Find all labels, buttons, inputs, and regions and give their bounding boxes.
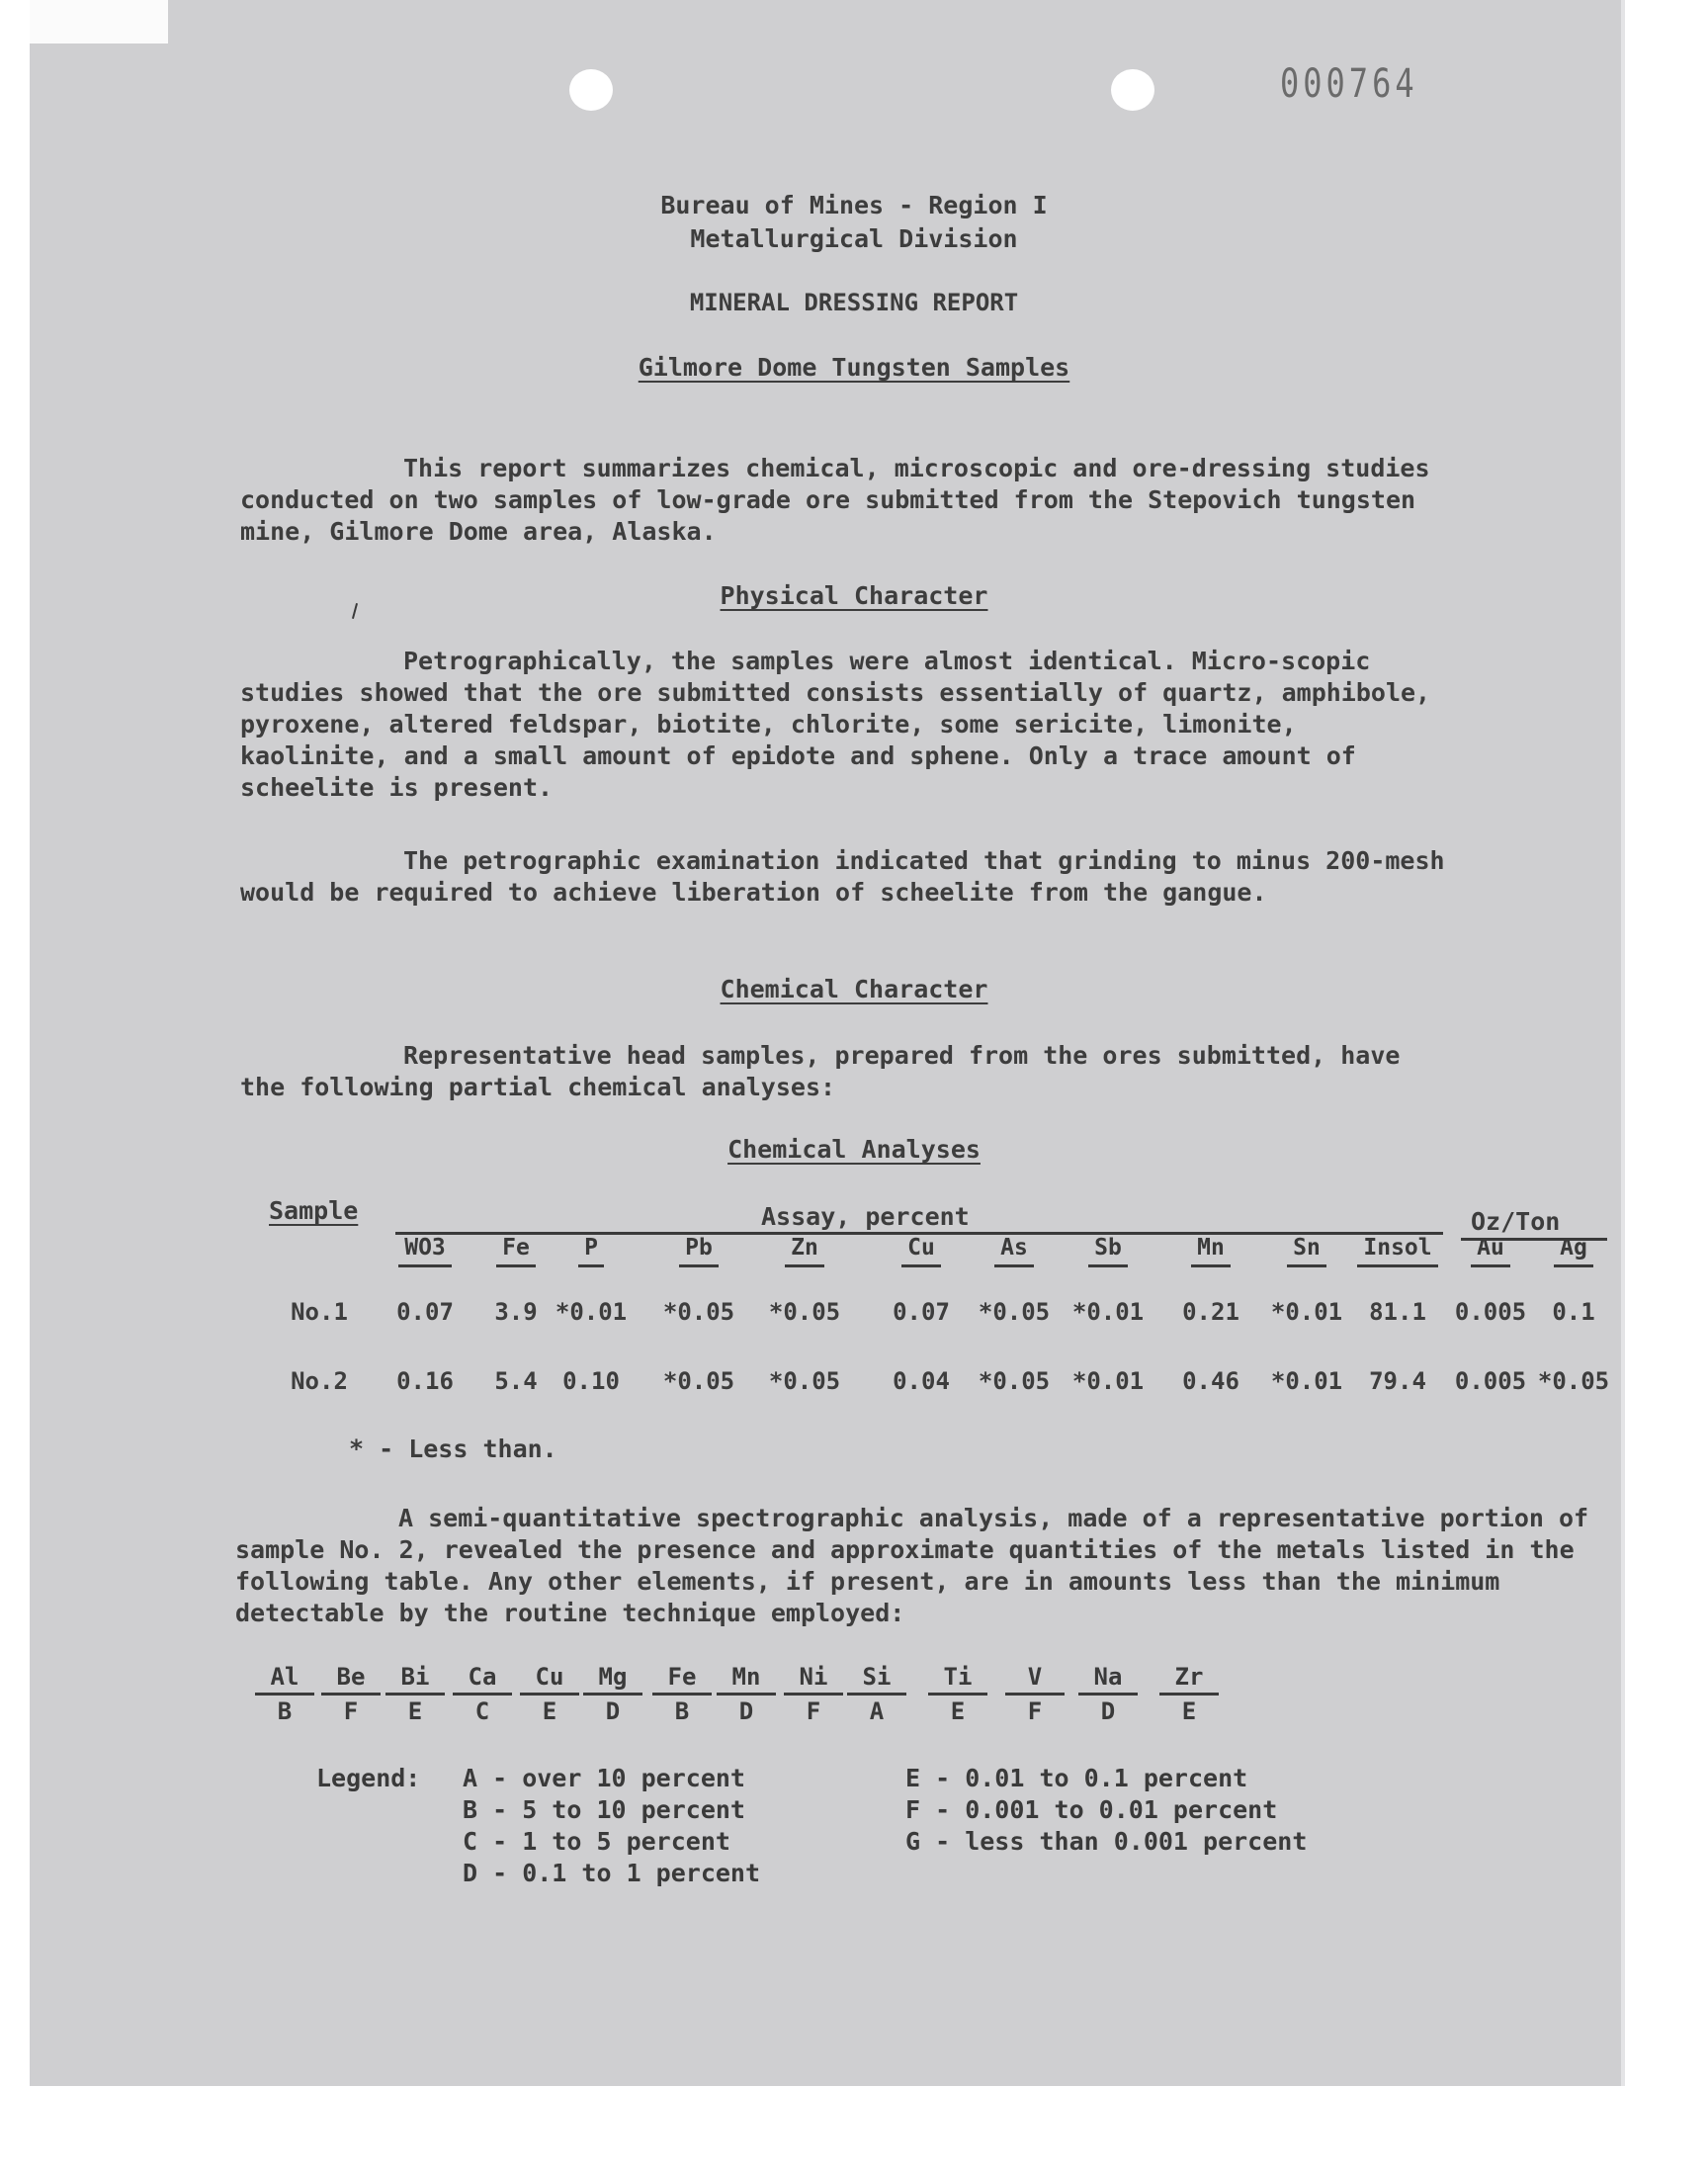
column-header-label: Insol <box>1357 1235 1437 1267</box>
torn-corner <box>30 0 168 44</box>
element-symbol: Ca <box>453 1663 512 1696</box>
table-cell: 0.04 <box>893 1367 950 1395</box>
spectro-element <box>321 1663 381 1725</box>
physical-paragraph-2 <box>240 845 1446 909</box>
sample-column-header: Sample <box>269 1196 359 1225</box>
legend-entry: B - 5 to 10 percent <box>463 1795 745 1824</box>
table-cell: *0.05 <box>768 1298 841 1326</box>
chemical-text: Representative head samples, prepared from the ores submitted, have the following partial chemical analyses: <box>240 1041 1401 1101</box>
element-grade: D <box>1100 1697 1116 1725</box>
physical-paragraph-1 <box>240 646 1446 804</box>
legend-entry: F - 0.001 to 0.01 percent <box>905 1795 1278 1824</box>
table-cell: *0.05 <box>978 1298 1051 1326</box>
element-grade: B <box>674 1697 690 1725</box>
element-symbol: Ti <box>928 1663 987 1696</box>
spectro-element <box>583 1663 642 1725</box>
assay-header: Assay, percent <box>761 1202 970 1231</box>
element-symbol: Ni <box>784 1663 843 1696</box>
spectro-element <box>717 1663 776 1725</box>
column-header-label: Sb <box>1088 1235 1128 1267</box>
element-symbol: Mn <box>717 1663 776 1696</box>
chemical-paragraph <box>240 1040 1446 1103</box>
spectro-element <box>847 1663 906 1725</box>
header-line1: Bureau of Mines - Region I <box>660 191 1048 219</box>
legend-label: Legend: <box>316 1764 421 1792</box>
spectro-element <box>1159 1663 1219 1725</box>
legend-entry: G - less than 0.001 percent <box>905 1827 1308 1856</box>
legend-left-column <box>463 1763 760 1889</box>
spectro-element <box>255 1663 314 1725</box>
table-cell: *0.01 <box>1270 1367 1343 1395</box>
spectro-element <box>520 1663 579 1725</box>
intro-paragraph <box>240 453 1446 548</box>
legend-entry: E - 0.01 to 0.1 percent <box>905 1764 1248 1792</box>
row-sample-label: No.2 <box>291 1367 348 1395</box>
column-header-label: As <box>994 1235 1034 1267</box>
element-grade: D <box>738 1697 754 1725</box>
oz-ton-header: Oz/Ton <box>1471 1207 1561 1236</box>
column-header-label: Sn <box>1287 1235 1326 1267</box>
element-grade: B <box>277 1697 293 1725</box>
intro-text: This report summarizes chemical, microscopic and ore-dressing studies conducted on two samples of low-grade ore submitted from the Stepovich tungsten mine, Gilmore Dome area, Alaska. <box>240 454 1430 546</box>
element-grade: F <box>1027 1697 1043 1725</box>
column-header-7 <box>1049 1235 1167 1267</box>
column-header-label: Ag <box>1554 1235 1593 1267</box>
element-grade: E <box>542 1697 557 1725</box>
physical-text-1: Petrographically, the samples were almost identical. Micro-scopic studies showed that the ore submitted consists essentially of quartz, amphibole, pyroxene, altered feldspar, biotite, chlorite, some sericite, limonite, kaolinite, and a small amount of epidote and sphene. Only a trace amount of scheelite is present. <box>240 647 1431 802</box>
element-grade: F <box>343 1697 359 1725</box>
column-header-2 <box>532 1235 650 1267</box>
spectro-element <box>1078 1663 1138 1725</box>
column-header-label: Au <box>1471 1235 1510 1267</box>
spectro-element <box>385 1663 445 1725</box>
page-number: 000764 <box>1280 61 1418 107</box>
element-grade: C <box>474 1697 490 1725</box>
spectro-text: A semi-quantitative spectrographic analysis, made of a representative portion of sample No. 2, revealed the presence and approximate quantities of the metals listed in the following table. Any other elements, if present, are in amounts less than the minimum detectable by the routine technique employed: <box>235 1504 1589 1627</box>
element-grade: D <box>605 1697 621 1725</box>
table-cell: 0.1 <box>1552 1298 1595 1326</box>
element-symbol: Fe <box>652 1663 712 1696</box>
table-cell: 5.4 <box>494 1367 538 1395</box>
element-symbol: Cu <box>520 1663 579 1696</box>
spectro-paragraph <box>235 1503 1619 1629</box>
column-header-label: Mn <box>1191 1235 1231 1267</box>
element-grade: E <box>1181 1697 1197 1725</box>
element-grade: E <box>950 1697 966 1725</box>
column-header-label: Zn <box>785 1235 824 1267</box>
legend-entry: C - 1 to 5 percent <box>463 1827 730 1856</box>
element-symbol: Mg <box>583 1663 642 1696</box>
table-cell: *0.01 <box>555 1298 628 1326</box>
legend-right-column <box>905 1763 1307 1858</box>
element-symbol: Be <box>321 1663 381 1696</box>
element-grade: A <box>869 1697 885 1725</box>
element-symbol: Si <box>847 1663 906 1696</box>
spectro-element <box>1005 1663 1065 1725</box>
column-header-label: Fe <box>496 1235 536 1267</box>
column-header-label: WO3 <box>398 1235 452 1267</box>
report-type: MINERAL DRESSING REPORT <box>689 289 1019 316</box>
table-cell: 0.005 <box>1454 1367 1527 1395</box>
spectro-element <box>453 1663 512 1725</box>
column-header-label: P <box>578 1235 604 1267</box>
physical-heading: Physical Character <box>720 581 988 610</box>
element-symbol: Na <box>1078 1663 1138 1696</box>
table-cell: 0.005 <box>1454 1298 1527 1326</box>
header-line2: Metallurgical Division <box>690 224 1018 253</box>
element-grade: F <box>806 1697 821 1725</box>
row-sample-label: No.1 <box>291 1298 348 1326</box>
element-symbol: Zr <box>1159 1663 1219 1696</box>
column-header-4 <box>745 1235 864 1267</box>
table-cell: *0.01 <box>1270 1298 1343 1326</box>
chemical-heading: Chemical Character <box>720 975 988 1003</box>
column-header-label: Cu <box>901 1235 941 1267</box>
table-cell: 0.16 <box>396 1367 454 1395</box>
spectro-element <box>784 1663 843 1725</box>
table-cell: 0.46 <box>1182 1367 1239 1395</box>
physical-text-2: The petrographic examination indicated that grinding to minus 200-mesh would be required to achieve liberation of scheelite from the gangue. <box>240 846 1445 907</box>
element-symbol: Bi <box>385 1663 445 1696</box>
column-header-label: Pb <box>679 1235 719 1267</box>
punch-hole-left <box>569 69 613 111</box>
report-title: Gilmore Dome Tungsten Samples <box>638 353 1070 382</box>
table-cell: 3.9 <box>494 1298 538 1326</box>
table-cell: 0.07 <box>396 1298 454 1326</box>
table-cell: 0.10 <box>562 1367 620 1395</box>
table-cell: *0.01 <box>1071 1298 1145 1326</box>
table-cell: *0.05 <box>978 1367 1051 1395</box>
table-cell: *0.05 <box>662 1367 735 1395</box>
table-cell: *0.05 <box>662 1298 735 1326</box>
element-symbol: V <box>1005 1663 1065 1696</box>
legend-entry: A - over 10 percent <box>463 1764 745 1792</box>
punch-hole-right <box>1111 69 1154 111</box>
column-header-3 <box>640 1235 758 1267</box>
spectro-element <box>928 1663 987 1725</box>
element-grade: E <box>407 1697 423 1725</box>
table-cell: 79.4 <box>1369 1367 1426 1395</box>
table-cell: 0.07 <box>893 1298 950 1326</box>
table-cell: *0.05 <box>1537 1367 1610 1395</box>
element-symbol: Al <box>255 1663 314 1696</box>
table-cell: *0.01 <box>1071 1367 1145 1395</box>
table-cell: *0.05 <box>768 1367 841 1395</box>
spectro-element <box>652 1663 712 1725</box>
legend-entry: D - 0.1 to 1 percent <box>463 1859 761 1887</box>
table-footnote: * - Less than. <box>349 1435 557 1463</box>
table-cell: 0.21 <box>1182 1298 1239 1326</box>
column-header-12 <box>1514 1235 1633 1267</box>
table-title: Chemical Analyses <box>727 1135 981 1164</box>
table-cell: 81.1 <box>1369 1298 1426 1326</box>
